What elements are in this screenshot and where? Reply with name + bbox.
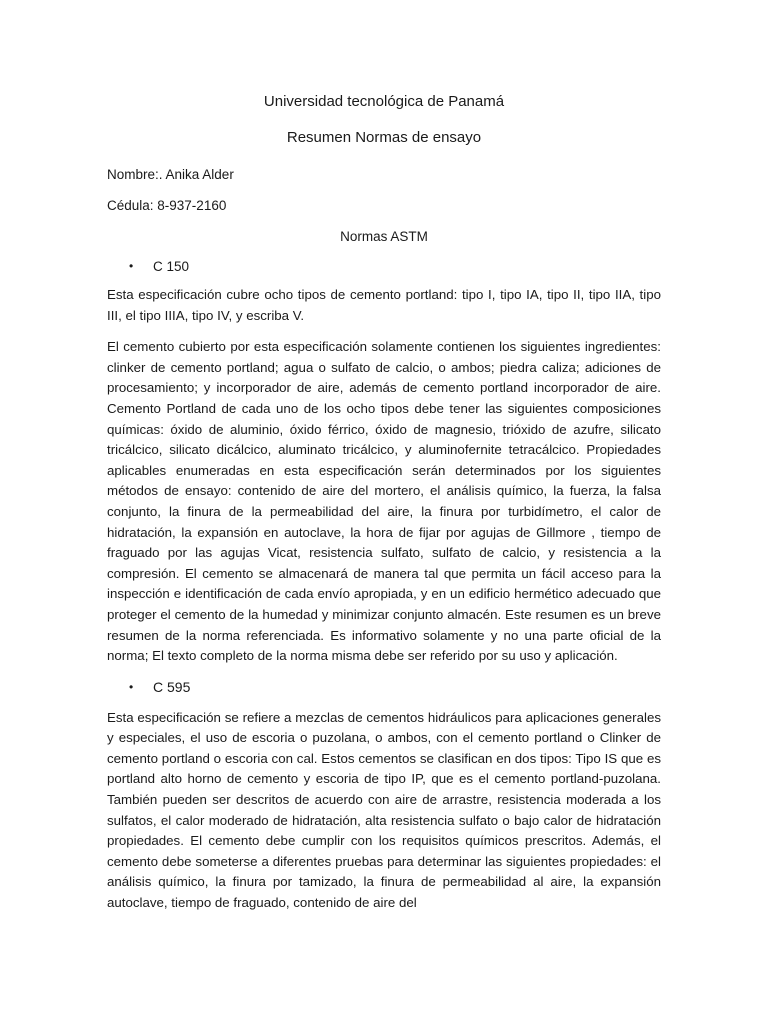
bullet-label: C 150	[153, 259, 190, 274]
document-title: Resumen Normas de ensayo	[286, 129, 482, 146]
document-body	[107, 92, 661, 914]
bullet-item-c595	[107, 678, 661, 697]
section-heading: Normas ASTM	[340, 229, 428, 244]
paragraph: El cemento cubierto por esta especificación solamente contienen los siguientes ingredientes: clinker de cemento portland; agua o sulfato de calcio, o ambos; piedra caliza; adiciones de procesamiento; y incorporador de aire, además de cemento portland incorporador de aire. Cemento Portland de cada uno de los ocho tipos debe tener las siguientes composiciones químicas: óxido de aluminio, óxido férrico, óxido de magnesio, trióxido de azufre, silicato tricálcico, silicato dicálcico, aluminato tricálcico, y aluminofernite tetracálcico. Propiedades aplicables enumeradas en esta especificación serán determinados por los siguientes métodos de ensayo: contenido de aire del mortero, el análisis químico, la fuerza, la falsa conjunto, la finura de la permeabilidad del aire, la finura por turbidímetro, el calor de hidratación, la expansión en autoclave, la hora de fijar por agujas de Gillmore , tiempo de fraguado por las agujas Vicat, resistencia sulfato, sulfato de calcio, y resistencia a la compresión. El cemento se almacenará de manera tal que permita un fácil acceso para la inspección e identificación de cada envío apropiada, y en un edificio hermético adecuado que proteger el cemento de la humedad y minimizar conjunto almacén. Este resumen es un breve resumen de la norma referenciada. Es informativo solamente y no una parte oficial de la norma; El texto completo de la norma misma debe ser referido por su uso y aplicación.	[107, 339, 661, 664]
bullet-item-c150	[107, 257, 661, 276]
bullet-icon: •	[129, 679, 134, 694]
paragraph: Esta especificación cubre ocho tipos de cemento portland: tipo I, tipo IA, tipo II, tipo IIA, tipo III, el tipo IIIA, tipo IV, y escriba V.	[107, 287, 661, 323]
university-title: Universidad tecnológica de Panamá	[263, 93, 505, 110]
student-id: Cédula: 8-937-2160	[107, 198, 227, 213]
paragraph: Esta especificación se refiere a mezclas de cementos hidráulicos para aplicaciones generales y especiales, el uso de escoria o puzolana, o ambos, con el cemento portland o Clinker de cemento portland o escoria con cal. Estos cementos se clasifican en dos tipos: Tipo IS que es portland alto horno de cemento y escoria de tipo IP, que es el cemento portland-puzolana. También pueden ser descritos de acuerdo con aire de arrastre, resistencia moderada a los sulfatos, el calor moderado de hidratación, alta resistencia sulfato o bajo calor de hidratación propiedades. El cemento debe cumplir con los requisitos químicos prescritos. Además, el cemento debe someterse a diferentes pruebas para determinar las siguientes propiedades: el análisis químico, la finura por tamizado, la finura de permeabilidad al aire, la expansión autoclave, tiempo de fraguado, contenido de aire del	[107, 709, 661, 911]
student-name: Nombre:. Anika Alder	[107, 167, 234, 182]
bullet-icon: •	[129, 259, 134, 273]
bullet-label: C 595	[153, 678, 191, 695]
